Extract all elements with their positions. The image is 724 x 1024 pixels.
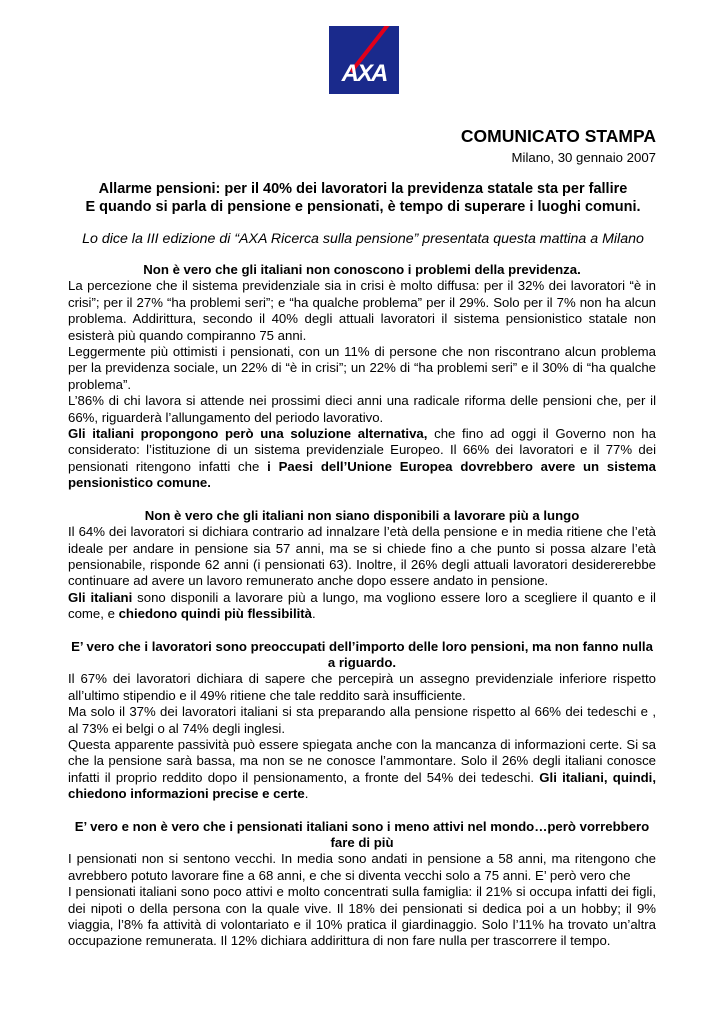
paragraph xyxy=(68,426,656,492)
axa-logo xyxy=(329,26,399,94)
section-title: E’ vero che i lavoratori sono preoccupati dell’importo delle loro pensioni, ma non fanno nulla a riguardo. xyxy=(71,638,653,670)
section-title: E’ vero e non è vero che i pensionati italiani sono i meno attivi nel mondo…però vorrebbero fare di più xyxy=(74,818,650,850)
paragraph: Il 67% dei lavoratori dichiara di sapere che percepirà un assegno previdenziale inferiore rispetto all’ultimo stipendio e il 49% ritiene che tale reddito sarà insufficiente. xyxy=(68,671,656,703)
text: che fino ad oggi il Governo non ha considerato: l’istituzione di un sistema previdenziale Europeo. Il 66% dei lavoratori e il 77% dei pensionati ritengono infatti che xyxy=(68,426,656,474)
section-4 xyxy=(68,819,656,950)
text: Questa apparente passività può essere spiegata anche con la mancanza di informazioni certe. Si sa che la pensione sarà bassa, ma non se ne conosce l’ammontare. Solo il 26% degli italiani conosce infatti il proprio reddito dopo il pensionamento, a fronte del 54% dei tedeschi. xyxy=(68,736,656,785)
headline-line-1: Allarme pensioni: per il 40% dei lavoratori la previdenza statale sta per fallire xyxy=(98,181,628,197)
paragraph: I pensionati italiani sono poco attivi e molto concentrati sulla famiglia: il 21% si occupa infatti dei figli, dei nipoti o della persona con la quale vive. Il 18% dei pensionati si dedica poi a un hobby; il 9% viaggia, l’8% fa attività di volontariato e il 10% pratica il giardinaggio. Solo l’11% ha trovato un’altra occupazione remunerata. Il 12% dichiara addirittura di non fare nulla per trascorrere il tempo. xyxy=(68,884,656,949)
paragraph: Il 64% dei lavoratori si dichiara contrario ad innalzare l’età della pensione e in media ritiene che l’età ideale per andare in pensione sia 57 anni, ma se si chiede fino a che punto si possa alzare l’età pensionabile, risponde 62 anni (i pensionati 63). Inoltre, il 26% degli attuali lavoratori desidererebbe continuare ad avere un lavoro remunerato anche dopo essere andato in pensione. xyxy=(68,524,656,589)
press-release-title: COMUNICATO STAMPA xyxy=(460,126,656,146)
section-title: Non è vero che gli italiani non siano disponibili a lavorare più a lungo xyxy=(144,507,580,523)
bold-text: chiedono quindi più flessibilità xyxy=(118,606,312,622)
headline xyxy=(70,180,656,216)
paragraph xyxy=(68,737,656,803)
paragraph: Leggermente più ottimisti i pensionati, con un 11% di persone che non riscontrano alcun problema per la previdenza sociale, un 22% di “è in crisi”; un 22% di “ha problemi seri” e il 30% di “ha qualche problema”. xyxy=(68,344,656,392)
press-release-date: Milano, 30 gennaio 2007 xyxy=(511,150,656,165)
section-title: Non è vero che gli italiani non conoscono i problemi della previdenza. xyxy=(143,262,581,277)
text: . xyxy=(312,606,316,622)
paragraph: La percezione che il sistema previdenziale sia in crisi è molto diffusa: per il 32% dei lavoratori “è in crisi”; per il 27% “ha problemi seri”; e “ha qualche problema” per il 29%. Solo per il 7% non ha alcun problema. Addirittura, secondo il 40% degli attuali lavoratori il sistema pensionistico statale non esisterà più quando compiranno 75 anni. xyxy=(68,278,656,343)
section-3 xyxy=(68,639,656,803)
paragraph xyxy=(68,590,656,623)
bold-text: Gli italiani xyxy=(68,589,133,605)
bold-text: Gli italiani, quindi, chiedono informazioni precise e certe xyxy=(68,769,657,802)
text: sono disponili a lavorare più a lungo, ma vogliono essere loro a scegliere il quanto e il come, e xyxy=(68,589,656,622)
text: . xyxy=(304,786,309,802)
paragraph: I pensionati non si sentono vecchi. In media sono andati in pensione a 58 anni, ma ritengono che avrebbero potuto lavorare fine a 68 anni, e che si diventa vecchi solo a 75 anni. E’ però vero che xyxy=(68,851,656,883)
article-body xyxy=(68,262,656,950)
headline-line-2: E quando si parla di pensione e pensionati, è tempo di superare i luoghi comuni. xyxy=(85,199,641,215)
paragraph: L’86% di chi lavora si attende nei prossimi dieci anni una radicale riforma delle pensioni che, per il 66%, riguarderà l’allungamento del periodo lavorativo. xyxy=(68,393,656,425)
subheadline: Lo dice la III edizione di “AXA Ricerca sulla pensione” presentata questa mattina a Milano xyxy=(82,231,644,247)
bold-text: Gli italiani propongono però una soluzione alternativa, xyxy=(68,426,428,442)
section-1 xyxy=(68,262,656,492)
bold-text: i Paesi dell’Unione Europea dovrebbero avere un sistema pensionistico comune. xyxy=(68,458,656,491)
logo-wordmark: AXA xyxy=(341,60,387,87)
section-2 xyxy=(68,508,656,623)
paragraph: Ma solo il 37% dei lavoratori italiani si sta preparando alla pensione rispetto al 66% dei tedeschi e , al 73% ei belgi o al 74% degli inglesi. xyxy=(68,704,656,736)
